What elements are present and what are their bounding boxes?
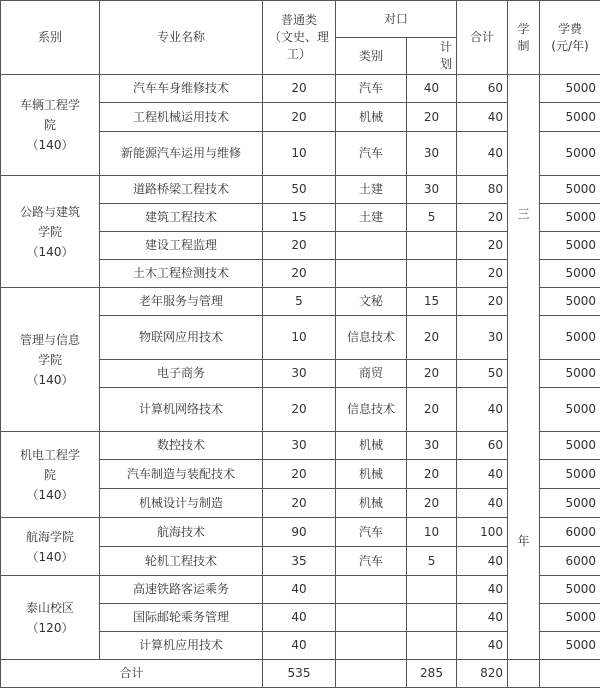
general-count-cell: 40 xyxy=(263,632,336,660)
total-cell: 100 xyxy=(457,518,508,547)
major-cell: 建筑工程技术 xyxy=(100,204,263,232)
dept-cell xyxy=(1,176,100,288)
general-count-cell: 20 xyxy=(263,460,336,489)
major-cell: 工程机械运用技术 xyxy=(100,103,263,132)
fee-cell: 5000 xyxy=(540,604,600,632)
fee-cell: 6000 xyxy=(540,547,600,576)
fee-cell: 5000 xyxy=(540,260,600,288)
header-plan xyxy=(407,38,457,75)
fee-cell: 5000 xyxy=(540,460,600,489)
fee-cell: 5000 xyxy=(540,576,600,604)
duikou-category-cell: 文秘 xyxy=(336,288,407,316)
dept-count: （120） xyxy=(27,621,74,635)
duikou-plan-cell: 30 xyxy=(407,176,457,204)
duikou-category-cell: 汽车 xyxy=(336,547,407,576)
major-cell: 轮机工程技术 xyxy=(100,547,263,576)
general-count-cell: 50 xyxy=(263,176,336,204)
major-cell: 新能源汽车运用与维修 xyxy=(100,132,263,176)
duikou-category-cell xyxy=(336,604,407,632)
major-cell: 电子商务 xyxy=(100,360,263,388)
major-cell: 计算机应用技术 xyxy=(100,632,263,660)
major-cell: 机械设计与制造 xyxy=(100,489,263,518)
duikou-category-cell: 土建 xyxy=(336,204,407,232)
header-dept: 系别 xyxy=(1,1,100,75)
total-cell: 40 xyxy=(457,460,508,489)
duikou-plan-cell xyxy=(407,604,457,632)
major-cell: 计算机网络技术 xyxy=(100,388,263,432)
duikou-plan-cell: 20 xyxy=(407,489,457,518)
total-cell: 20 xyxy=(457,288,508,316)
header-total: 合计 xyxy=(457,1,508,75)
dept-name-line: 航海学院 xyxy=(26,530,74,544)
total-cell: 60 xyxy=(457,432,508,460)
fee-cell: 5000 xyxy=(540,132,600,176)
duikou-category-cell: 汽车 xyxy=(336,75,407,103)
general-count-cell: 40 xyxy=(263,576,336,604)
general-count-cell: 30 xyxy=(263,432,336,460)
fee-cell: 5000 xyxy=(540,232,600,260)
total-cell: 60 xyxy=(457,75,508,103)
table-row xyxy=(1,75,600,103)
dept-count: （140） xyxy=(27,245,74,259)
general-count-cell: 30 xyxy=(263,360,336,388)
duikou-category-cell: 汽车 xyxy=(336,132,407,176)
dept-cell xyxy=(1,518,100,576)
fee-cell: 5000 xyxy=(540,288,600,316)
header-fee xyxy=(540,1,600,75)
fee-cell: 5000 xyxy=(540,204,600,232)
major-cell: 数控技术 xyxy=(100,432,263,460)
dept-name-line: 院 xyxy=(44,468,56,482)
duikou-category-cell: 机械 xyxy=(336,103,407,132)
dept-count: （140） xyxy=(27,138,74,152)
total-row xyxy=(1,660,600,688)
general-count-cell: 10 xyxy=(263,132,336,176)
general-count-cell: 15 xyxy=(263,204,336,232)
major-cell: 高速铁路客运乘务 xyxy=(100,576,263,604)
general-count-cell: 20 xyxy=(263,388,336,432)
header-major: 专业名称 xyxy=(100,1,263,75)
major-cell: 土木工程检测技术 xyxy=(100,260,263,288)
duikou-plan-cell: 20 xyxy=(407,460,457,489)
fee-cell: 5000 xyxy=(540,176,600,204)
dept-cell xyxy=(1,576,100,660)
dept-name-line: 车辆工程学 xyxy=(20,98,80,112)
fee-cell: 5000 xyxy=(540,632,600,660)
total-sum: 820 xyxy=(457,660,508,688)
dept-count: （140） xyxy=(27,373,74,387)
duikou-plan-cell: 30 xyxy=(407,432,457,460)
duikou-category-cell: 土建 xyxy=(336,176,407,204)
total-cell: 80 xyxy=(457,176,508,204)
fee-cell: 5000 xyxy=(540,360,600,388)
duikou-plan-cell: 20 xyxy=(407,360,457,388)
duikou-plan-cell xyxy=(407,232,457,260)
header-duration-line2: 制 xyxy=(518,39,530,53)
dept-name-line: 院 xyxy=(44,118,56,132)
header-row-1 xyxy=(1,1,600,38)
dept-name-line: 公路与建筑 xyxy=(20,205,80,219)
fee-cell: 5000 xyxy=(540,432,600,460)
total-category-empty xyxy=(336,660,407,688)
duikou-category-cell: 信息技术 xyxy=(336,388,407,432)
total-duration-empty xyxy=(508,660,540,688)
fee-cell: 5000 xyxy=(540,75,600,103)
duikou-category-cell: 汽车 xyxy=(336,518,407,547)
duikou-category-cell xyxy=(336,576,407,604)
general-count-cell: 20 xyxy=(263,260,336,288)
dept-cell xyxy=(1,432,100,518)
header-category: 类别 xyxy=(336,38,407,75)
dept-name-line: 管理与信息 xyxy=(20,333,80,347)
total-cell: 40 xyxy=(457,547,508,576)
major-cell: 道路桥梁工程技术 xyxy=(100,176,263,204)
total-cell: 40 xyxy=(457,576,508,604)
duikou-plan-cell: 15 xyxy=(407,288,457,316)
total-cell: 40 xyxy=(457,604,508,632)
header-duikou: 对口 xyxy=(336,1,457,38)
duikou-category-cell: 信息技术 xyxy=(336,316,407,360)
header-fee-line1: 学费 xyxy=(558,22,582,36)
total-label: 合计 xyxy=(1,660,263,688)
duikou-plan-cell xyxy=(407,632,457,660)
total-plan: 285 xyxy=(407,660,457,688)
total-cell: 20 xyxy=(457,204,508,232)
total-cell: 40 xyxy=(457,388,508,432)
duikou-category-cell xyxy=(336,232,407,260)
duikou-category-cell: 机械 xyxy=(336,432,407,460)
duikou-category-cell: 机械 xyxy=(336,489,407,518)
header-plan-line2: 划 xyxy=(440,57,452,71)
header-general xyxy=(263,1,336,75)
total-cell: 40 xyxy=(457,103,508,132)
general-count-cell: 5 xyxy=(263,288,336,316)
major-cell: 建设工程监理 xyxy=(100,232,263,260)
total-cell: 30 xyxy=(457,316,508,360)
major-cell: 物联网应用技术 xyxy=(100,316,263,360)
major-cell: 老年服务与管理 xyxy=(100,288,263,316)
duikou-plan-cell: 20 xyxy=(407,103,457,132)
major-cell: 航海技术 xyxy=(100,518,263,547)
header-general-line2: （文史、理工） xyxy=(269,30,329,61)
total-cell: 40 xyxy=(457,489,508,518)
total-general: 535 xyxy=(263,660,336,688)
general-count-cell: 20 xyxy=(263,489,336,518)
total-cell: 20 xyxy=(457,232,508,260)
major-cell: 汽车制造与装配技术 xyxy=(100,460,263,489)
general-count-cell: 20 xyxy=(263,75,336,103)
duikou-category-cell: 机械 xyxy=(336,460,407,489)
duikou-plan-cell: 20 xyxy=(407,388,457,432)
dept-name-line: 学院 xyxy=(38,353,62,367)
fee-cell: 5000 xyxy=(540,489,600,518)
fee-cell: 5000 xyxy=(540,388,600,432)
total-cell: 40 xyxy=(457,132,508,176)
duikou-plan-cell: 5 xyxy=(407,547,457,576)
header-duration xyxy=(508,1,540,75)
dept-cell xyxy=(1,288,100,432)
dept-name-line: 机电工程学 xyxy=(20,448,80,462)
general-count-cell: 35 xyxy=(263,547,336,576)
total-fee-empty xyxy=(540,660,600,688)
duikou-plan-cell: 5 xyxy=(407,204,457,232)
duikou-plan-cell: 30 xyxy=(407,132,457,176)
major-cell: 汽车车身维修技术 xyxy=(100,75,263,103)
header-plan-line1: 计 xyxy=(440,40,452,54)
general-count-cell: 40 xyxy=(263,604,336,632)
total-cell: 50 xyxy=(457,360,508,388)
fee-cell: 5000 xyxy=(540,316,600,360)
fee-cell: 6000 xyxy=(540,518,600,547)
dept-count: （140） xyxy=(27,488,74,502)
total-cell: 40 xyxy=(457,632,508,660)
dept-name-line: 泰山校区 xyxy=(26,601,74,615)
duration-cell xyxy=(508,75,540,660)
duikou-plan-cell: 40 xyxy=(407,75,457,103)
general-count-cell: 10 xyxy=(263,316,336,360)
dept-count: （140） xyxy=(27,550,74,564)
header-duration-line1: 学 xyxy=(518,22,530,36)
general-count-cell: 20 xyxy=(263,103,336,132)
duikou-plan-cell xyxy=(407,260,457,288)
total-cell: 20 xyxy=(457,260,508,288)
duration-bottom: 年 xyxy=(508,533,539,550)
header-general-line1: 普通类 xyxy=(281,13,317,27)
dept-cell xyxy=(1,75,100,176)
duikou-category-cell xyxy=(336,260,407,288)
duikou-category-cell: 商贸 xyxy=(336,360,407,388)
general-count-cell: 20 xyxy=(263,232,336,260)
duikou-category-cell xyxy=(336,632,407,660)
general-count-cell: 90 xyxy=(263,518,336,547)
duration-top: 三 xyxy=(508,206,539,223)
duikou-plan-cell xyxy=(407,576,457,604)
duikou-plan-cell: 20 xyxy=(407,316,457,360)
dept-name-line: 学院 xyxy=(38,225,62,239)
header-fee-line2: (元/年) xyxy=(551,39,588,53)
fee-cell: 5000 xyxy=(540,103,600,132)
duikou-plan-cell: 10 xyxy=(407,518,457,547)
major-cell: 国际邮轮乘务管理 xyxy=(100,604,263,632)
